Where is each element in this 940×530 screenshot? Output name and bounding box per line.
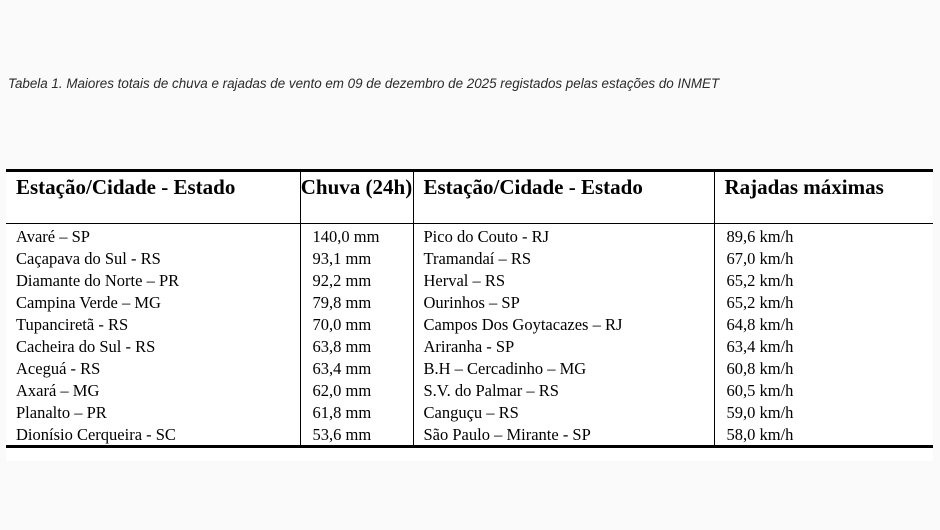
cell-station-rain: Dionísio Cerqueira - SC [6, 423, 300, 447]
cell-wind: 89,6 km/h [726, 226, 794, 246]
cell-station-wind: Pico do Couto - RJ [413, 224, 714, 248]
cell-rain: 79,8 mm [300, 291, 413, 313]
table-row [6, 224, 933, 248]
header-rain: Chuva (24h) [300, 171, 413, 224]
cell-station-rain: Caçapava do Sul - RS [6, 247, 300, 269]
table-row [6, 291, 933, 313]
cell-rain: 63,8 mm [300, 335, 413, 357]
cell-rain: 61,8 mm [300, 401, 413, 423]
cell-station-rain: Cacheira do Sul - RS [6, 335, 300, 357]
cell-wind: 65,2 km/h [726, 270, 794, 290]
cell-station-rain: Aceguá - RS [6, 357, 300, 379]
cell-station-rain: Campina Verde – MG [6, 291, 300, 313]
cell-rain: 63,4 mm [300, 357, 413, 379]
cell-rain: 140,0 mm [300, 224, 413, 248]
table-header-row [6, 171, 933, 224]
header-station-wind: Estação/Cidade - Estado [413, 171, 714, 224]
table-row [6, 401, 933, 423]
cell-rain: 70,0 mm [300, 313, 413, 335]
cell-station-rain: Axará – MG [6, 379, 300, 401]
cell-rain: 93,1 mm [300, 247, 413, 269]
cell-station-wind: Ariranha - SP [413, 335, 714, 357]
cell-wind: 65,2 km/h [726, 292, 794, 312]
cell-rain: 92,2 mm [300, 269, 413, 291]
cell-station-wind: São Paulo – Mirante - SP [413, 423, 714, 447]
cell-station-wind: Canguçu – RS [413, 401, 714, 423]
table-row [6, 247, 933, 269]
cell-station-rain: Tupanciretã - RS [6, 313, 300, 335]
table-row [6, 423, 933, 447]
cell-station-wind: Campos Dos Goytacazes – RJ [413, 313, 714, 335]
header-station-rain: Estação/Cidade - Estado [6, 171, 300, 224]
header-wind: Rajadas máximas [714, 171, 933, 224]
cell-rain: 53,6 mm [300, 423, 413, 447]
cell-station-wind: Herval – RS [413, 269, 714, 291]
cell-wind: 59,0 km/h [726, 402, 794, 422]
cell-station-wind: B.H – Cercadinho – MG [413, 357, 714, 379]
table-row [6, 335, 933, 357]
cell-station-rain: Diamante do Norte – PR [6, 269, 300, 291]
cell-wind: 67,0 km/h [726, 248, 794, 268]
table-container [6, 169, 933, 461]
cell-wind: 64,8 km/h [726, 314, 794, 334]
table-row [6, 313, 933, 335]
cell-station-wind: Ourinhos – SP [413, 291, 714, 313]
cell-station-wind: Tramandaí – RS [413, 247, 714, 269]
cell-wind: 58,0 km/h [726, 424, 794, 444]
cell-wind: 63,4 km/h [726, 336, 794, 356]
cell-wind: 60,5 km/h [726, 380, 794, 400]
cell-station-rain: Planalto – PR [6, 401, 300, 423]
table-row [6, 379, 933, 401]
cell-wind: 60,8 km/h [726, 358, 794, 378]
cell-rain: 62,0 mm [300, 379, 413, 401]
table-row [6, 357, 933, 379]
table-row [6, 269, 933, 291]
rain-wind-table [6, 169, 933, 448]
table-caption: Tabela 1. Maiores totais de chuva e rajadas de vento em 09 de dezembro de 2025 registados pelas estações do INMET [8, 76, 720, 91]
cell-station-rain: Avaré – SP [6, 224, 300, 248]
cell-station-wind: S.V. do Palmar – RS [413, 379, 714, 401]
